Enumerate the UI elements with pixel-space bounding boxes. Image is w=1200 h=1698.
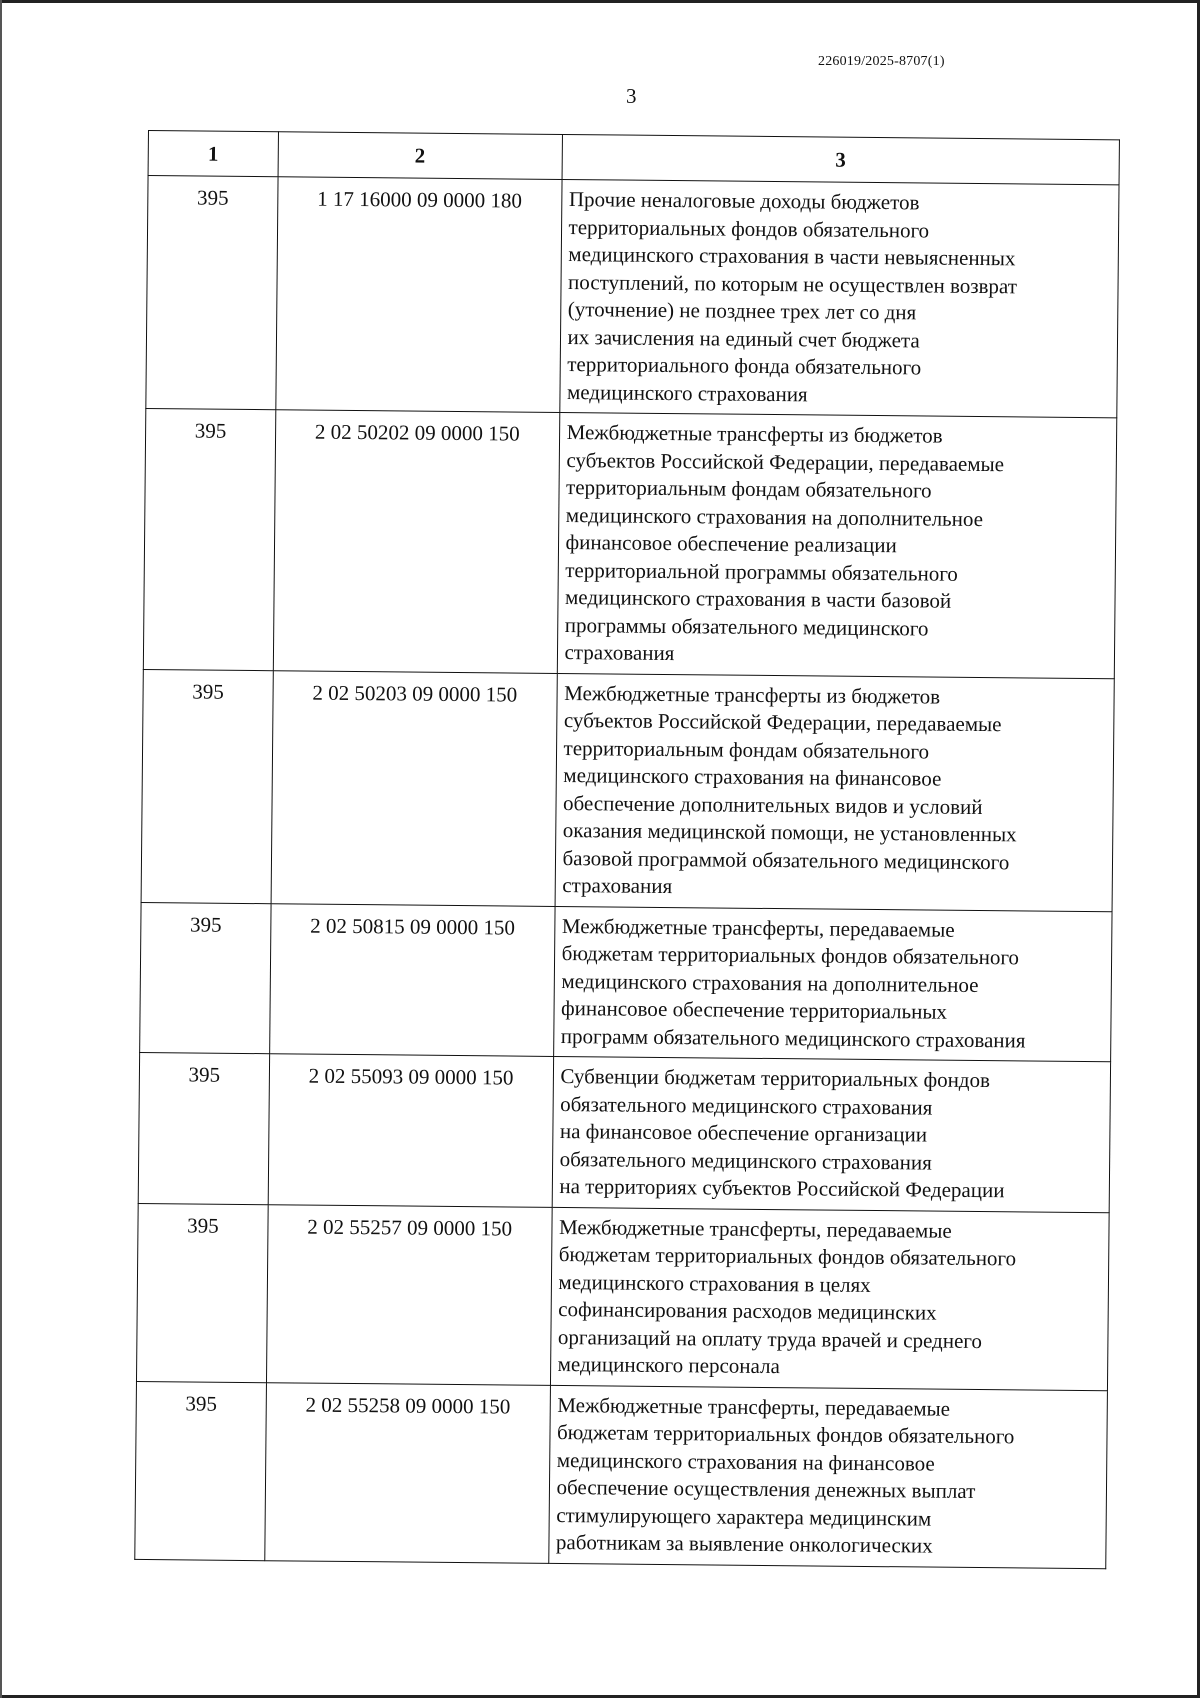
table-row xyxy=(136,1203,1109,1390)
budget-code-cell: 2 02 55093 09 0000 150 xyxy=(268,1054,553,1207)
table-row xyxy=(146,176,1119,418)
table-row xyxy=(140,902,1112,1062)
budget-code-cell: 2 02 55258 09 0000 150 xyxy=(265,1382,550,1563)
admin-code-cell: 395 xyxy=(143,408,275,670)
admin-code-cell: 395 xyxy=(138,1052,269,1204)
table-row xyxy=(143,408,1116,678)
admin-code-cell: 395 xyxy=(136,1203,268,1382)
budget-code-cell: 2 02 50815 09 0000 150 xyxy=(269,903,554,1056)
budget-code-cell: 2 02 55257 09 0000 150 xyxy=(266,1204,551,1385)
page-number: 3 xyxy=(626,84,637,108)
admin-code-cell: 395 xyxy=(146,176,278,410)
revenue-name-cell: Межбюджетные трансферты, передаваемые бюджетам территориальных фондов обязательного медицинского страхования в целях софинансирования расходов медицинских организаций на оплату труда врачей и среднего медицинского персонала xyxy=(550,1207,1109,1390)
document-registration-number: 226019/2025-8707(1) xyxy=(818,54,945,69)
header-col-3: 3 xyxy=(562,134,1120,184)
table-row xyxy=(138,1052,1110,1212)
table-row xyxy=(141,669,1114,911)
budget-code-cell: 2 02 50203 09 0000 150 xyxy=(271,670,557,906)
revenue-name-cell: Межбюджетные трансферты из бюджетов субъектов Российской Федерации, передаваемые территориальным фондам обязательного медицинского страхования на финансовое обеспечение дополнительных видов и условий оказания медицинской помощи, не установленных базовой программой обязательного медицинского страхования xyxy=(555,673,1115,911)
table-row xyxy=(135,1381,1108,1568)
header-col-2: 2 xyxy=(278,132,562,180)
budget-code-cell: 2 02 50202 09 0000 150 xyxy=(273,410,559,673)
budget-code-cell: 1 17 16000 09 0000 180 xyxy=(276,177,562,413)
revenue-name-cell: Межбюджетные трансферты из бюджетов субъектов Российской Федерации, передаваемые территориальным фондам обязательного медицинского страхования на дополнительное финансовое обеспечение реализации территориальной программы обязательного медицинского страхования в части базовой программы обязательного медицинского страхования xyxy=(557,412,1117,678)
header-col-1: 1 xyxy=(148,131,278,177)
admin-code-cell: 395 xyxy=(141,669,273,903)
admin-code-cell: 395 xyxy=(140,902,271,1054)
scan-edge-top xyxy=(0,0,1200,3)
scan-edge-left xyxy=(0,0,2,1698)
revenue-name-cell: Прочие неналоговые доходы бюджетов территориальных фондов обязательного медицинского страхования в части невыясненных поступлений, по которым не осуществлен возврат (уточнение) не позднее трех лет со дня их зачисления на единый счет бюджета территориального фонда обязательного медицинского страхования xyxy=(559,179,1119,417)
revenue-name-cell: Межбюджетные трансферты, передаваемые бюджетам территориальных фондов обязательного медицинского страхования на финансовое обеспечение осуществления денежных выплат стимулирующего характера медицинским работникам за выявление онкологических xyxy=(548,1385,1107,1568)
revenue-codes-table xyxy=(134,130,1120,1569)
revenue-name-cell: Межбюджетные трансферты, передаваемые бюджетам территориальных фондов обязательного медицинского страхования на дополнительное финансовое обеспечение территориальных программ обязательного медицинского страхования xyxy=(553,906,1112,1062)
revenue-name-cell: Субвенции бюджетам территориальных фондов обязательного медицинского страхования на финансовое обеспечение организации обязательного медицинского страхования на территориях субъектов Российской Федерации xyxy=(552,1056,1111,1212)
admin-code-cell: 395 xyxy=(135,1381,267,1560)
